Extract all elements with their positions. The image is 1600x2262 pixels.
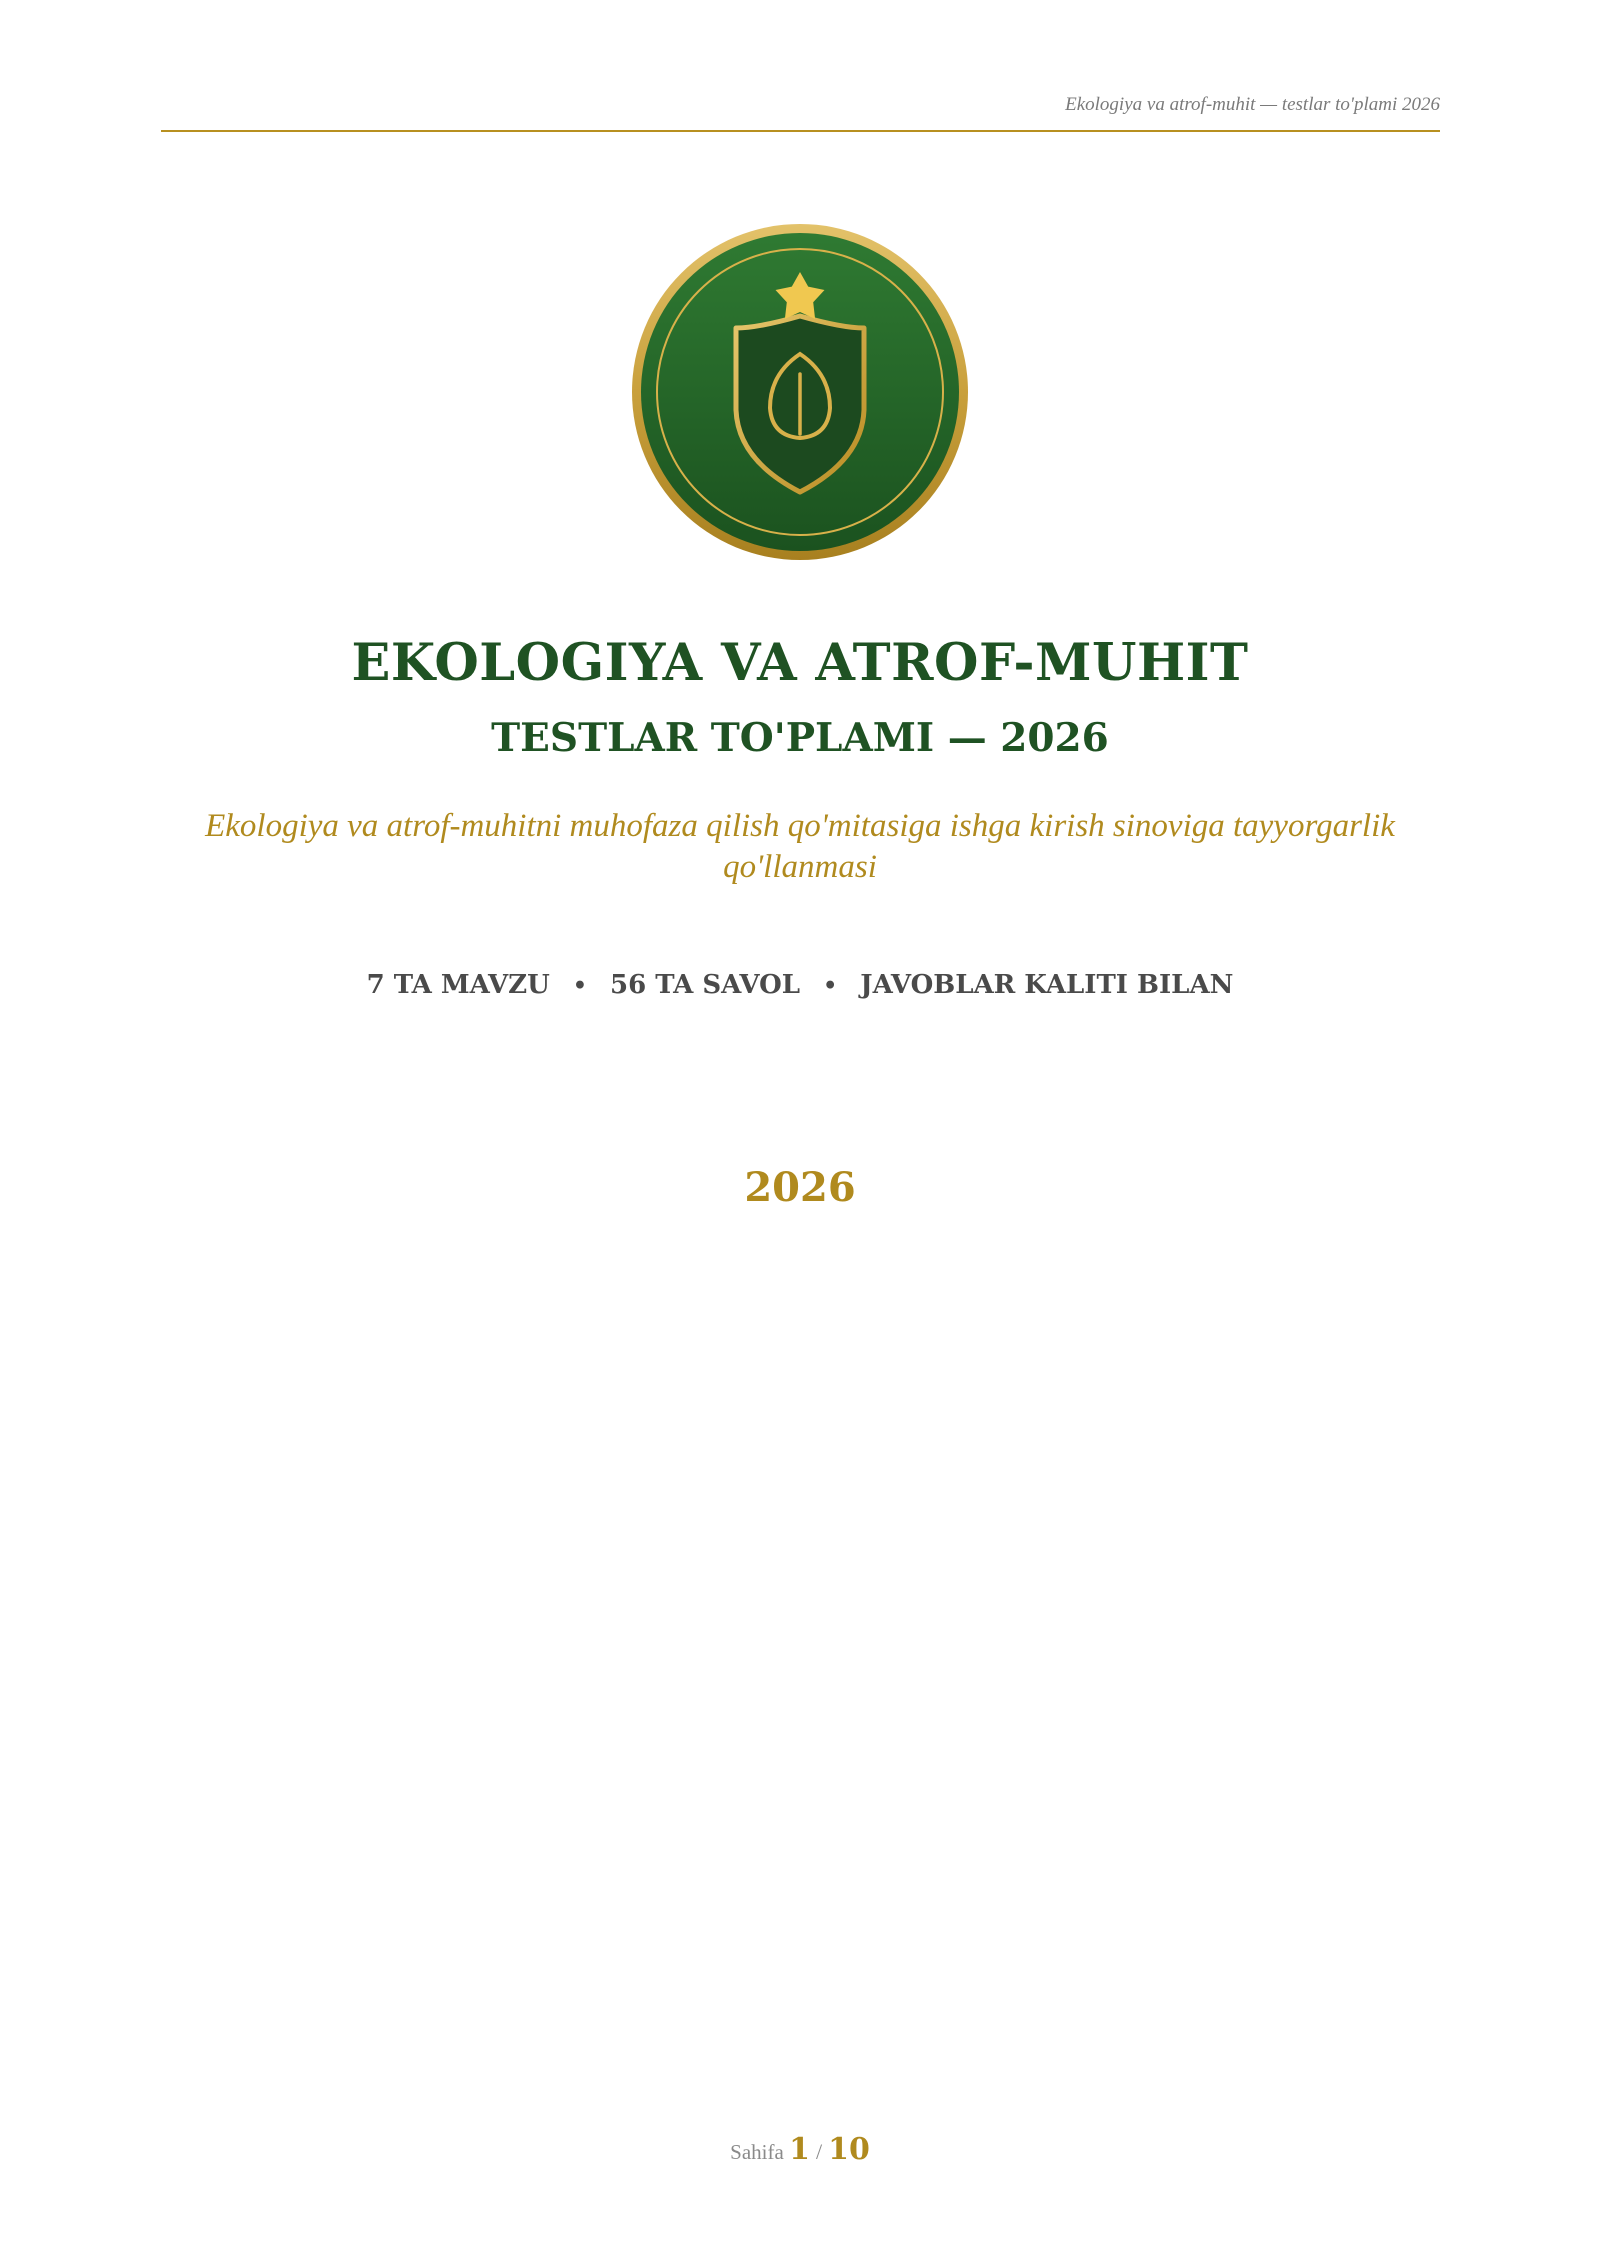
cover-subtitle: TESTLAR TO'PLAMI — 2026 — [491, 715, 1109, 761]
cover-description: Ekologiya va atrof-muhitni muhofaza qilish qo'mitasiga ishga kirish sinoviga tayyorgarlik qo'llanmasi — [205, 808, 1395, 885]
current-page: 1 — [789, 2132, 810, 2167]
stat-questions: 56 TA SAVOL — [609, 970, 801, 1000]
running-header: Ekologiya va atrof-muhit — testlar to'plami 2026 — [1065, 94, 1440, 115]
cover-stats — [0, 970, 1600, 1000]
cover-year: 2026 — [744, 1164, 856, 1211]
header-divider — [161, 130, 1440, 132]
cover-title: EKOLOGIYA VA ATROF-MUHIT — [351, 633, 1249, 693]
stat-answer-key: JAVOBLAR KALITI BILAN — [860, 970, 1234, 1000]
stat-separator: • — [823, 973, 838, 999]
stat-topics: 7 TA MAVZU — [366, 970, 550, 1000]
page-separator: / — [815, 2139, 823, 2164]
total-pages: 10 — [828, 2132, 870, 2167]
page-label: Sahifa — [730, 2140, 784, 2164]
stat-separator: • — [572, 973, 587, 999]
page-number — [0, 2132, 1600, 2167]
leaf-shield-emblem-icon — [632, 224, 968, 560]
